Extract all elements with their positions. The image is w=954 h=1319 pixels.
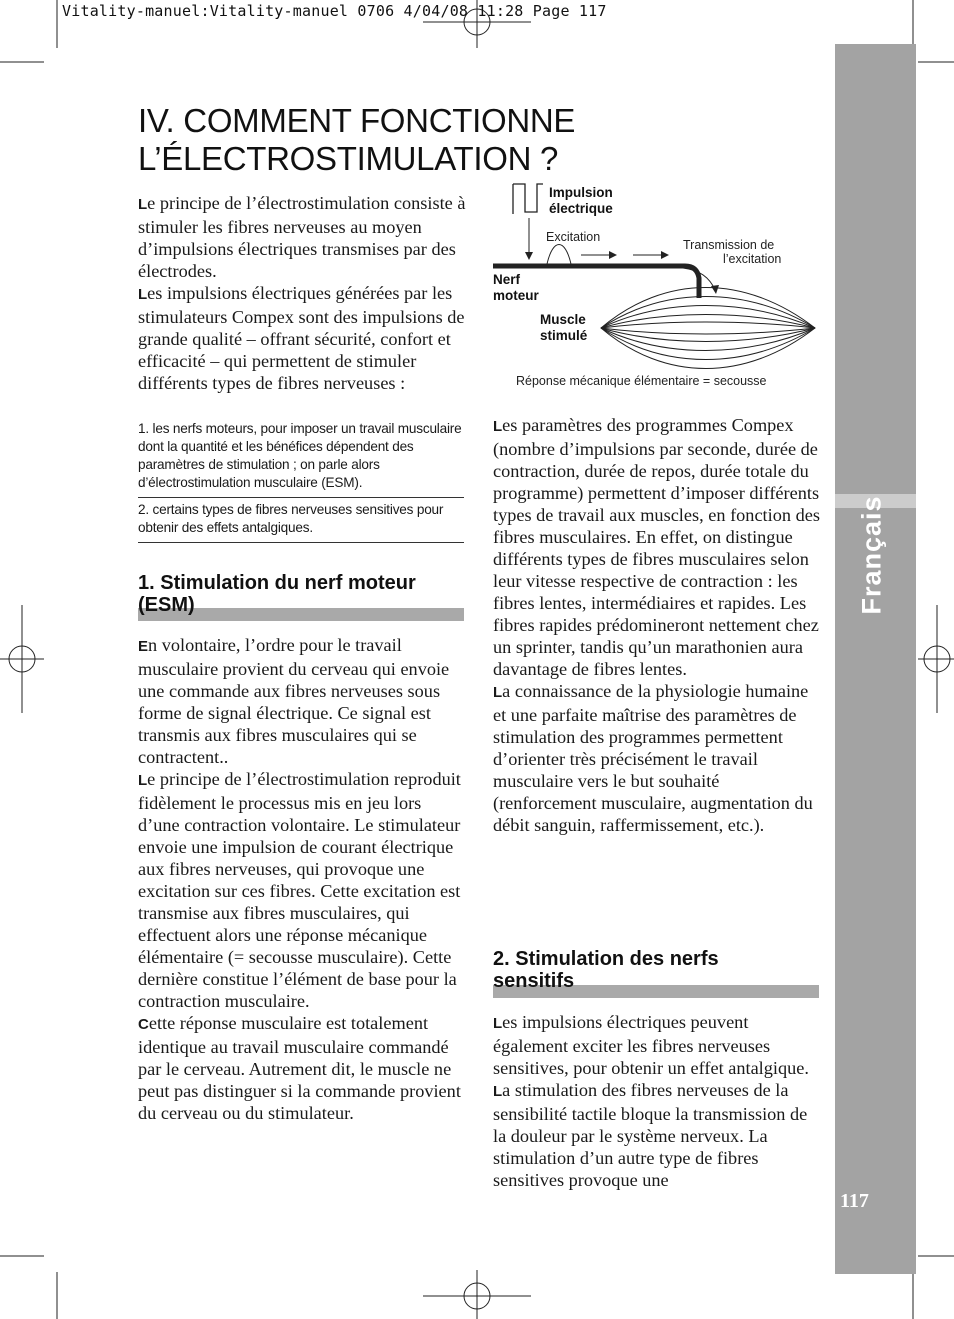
page-number: 117	[840, 1190, 869, 1212]
title-line-2: L’ÉLECTROSTIMULATION ?	[138, 140, 559, 177]
paragraph-text: e principe de l’électrostimulation consiste à stimuler les fibres nerveuses au moyen d’impulsions électriques transmises par des électrodes.	[138, 193, 466, 281]
intro-paragraph	[138, 192, 466, 282]
section-2-text	[493, 1011, 823, 1191]
note-motor-nerves: 1. les nerfs moteurs, pour imposer un travail musculaire dont la quantité et les bénéfices dépendent des paramètres de stimulation ; on parle alors d’électrostimulation musculaire (ESM).	[138, 421, 462, 490]
drop-cap: L	[493, 1015, 503, 1032]
drop-cap: L	[138, 286, 148, 303]
drop-cap: L	[138, 196, 148, 213]
intro-text	[138, 192, 466, 394]
drop-cap: L	[493, 1083, 503, 1100]
impulse-waveform	[513, 184, 543, 212]
muscle-label: Muscle	[540, 312, 586, 327]
language-sidebar	[835, 44, 916, 1274]
diagram-caption: Réponse mécanique élémentaire = secousse	[516, 374, 767, 388]
excitation-wave	[547, 245, 571, 265]
language-label: Français	[856, 495, 887, 615]
paragraph-text: ette réponse musculaire est totalement identique au travail musculaire commandé par le cerveau. Autrement dit, le muscle ne peut pas distinguer si la commande provient du cerveau ou du stimulateur.	[138, 1013, 461, 1123]
section-1-heading: 1. Stimulation du nerf moteur (ESM)	[138, 572, 416, 616]
paragraph-text: a connaissance de la physiologie humaine et une parfaite maîtrise des paramètres de stimulation des programmes permettent d’orienter très précisément le travail musculaire vers le but souhaité (renforcement musculaire, augmentation du débit sanguin, raffermissement, etc.).	[493, 681, 813, 835]
muscle-label-2: stimulé	[540, 328, 588, 343]
paragraph	[138, 1012, 466, 1124]
impulse-label-2: électrique	[549, 201, 613, 216]
paragraph	[138, 634, 466, 768]
drop-cap: E	[138, 638, 149, 655]
running-head: Vitality-manuel:Vitality-manuel 0706 4/04/08 11:28 Page 117	[62, 2, 607, 20]
divider	[138, 542, 464, 543]
nerve-label-2: moteur	[493, 288, 539, 303]
paragraph	[138, 768, 466, 1012]
note-sensitive-nerves: 2. certains types de fibres nerveuses sensitives pour obtenir des effets antalgiques.	[138, 502, 444, 535]
paragraph	[493, 1079, 823, 1191]
drop-cap: L	[493, 684, 503, 701]
right-column-text	[493, 414, 823, 836]
paragraph-text: es impulsions électriques générées par les stimulateurs Compex sont des impulsions de grande qualité – offrant sécurité, confort et efficacité – qui permettent de stimuler différents types de fibres nerveuses :	[138, 283, 465, 393]
paragraph-text: es impulsions électriques peuvent également exciter les fibres nerveuses sensitives, pour obtenir un effet antalgique.	[493, 1012, 809, 1078]
paragraph-text: a stimulation des fibres nerveuses de la sensibilité tactile bloque la transmission de la douleur par le système nerveux. La stimulation d’un autre type de fibres sensitives provoque une	[493, 1080, 808, 1190]
excitation-label: Excitation	[546, 230, 601, 244]
page-title	[138, 102, 575, 178]
section-2-heading: 2. Stimulation des nerfs sensitifs	[493, 948, 719, 992]
paragraph-text: es paramètres des programmes Compex (nombre d’impulsions par seconde, durée de contraction, durée de repos, durée totale du programme) permettent d’imposer différents types de travail aux muscles, en fonction des fibres musculaires. En effet, on distingue différents types de fibres musculaires selon leur vitesse respective de contraction : les fibres lentes, intermédiaires et rapides. Les fibres rapides prédomineront nettement chez un sprinter, tandis qu’un marathonien aura davantage de fibres lentes.	[493, 415, 820, 679]
impulse-label: Impulsion	[549, 185, 613, 200]
paragraph	[493, 1011, 823, 1079]
intro-paragraph	[138, 282, 466, 394]
nerve-label: Nerf	[493, 272, 521, 287]
paragraph-text: n volontaire, l’ordre pour le travail musculaire provient du cerveau qui envoie une commande aux fibres nerveuses sous forme de signal électrique. Ce signal est transmis aux fibres musculaires qui se contractent..	[138, 635, 450, 767]
transmission-label-2: l’excitation	[723, 252, 782, 266]
transmission-label: Transmission de	[683, 238, 775, 252]
paragraph	[493, 680, 823, 836]
title-line-1: IV. COMMENT FONCTIONNE	[138, 102, 576, 139]
drop-cap: C	[138, 1016, 149, 1033]
paragraph	[493, 414, 823, 680]
paragraph-text: e principe de l’électrostimulation reproduit fidèlement le processus mis en jeu lors d’une contraction volontaire. Le stimulateur envoie une impulsion de courant électrique aux fibres nerveuses, qui provoque une excitation sur ces fibres. Cette excitation est transmise aux fibres musculaires, qui effectuent alors une réponse mécanique élémentaire (= secousse musculaire). Cette dernière constitue l’élément de base pour la contraction musculaire.	[138, 769, 461, 1011]
section-1-text	[138, 634, 466, 1124]
drop-cap: L	[138, 772, 148, 789]
stimulated-muscle	[601, 288, 815, 369]
divider	[138, 497, 464, 498]
electrostimulation-diagram	[485, 178, 825, 398]
drop-cap: L	[493, 418, 503, 435]
